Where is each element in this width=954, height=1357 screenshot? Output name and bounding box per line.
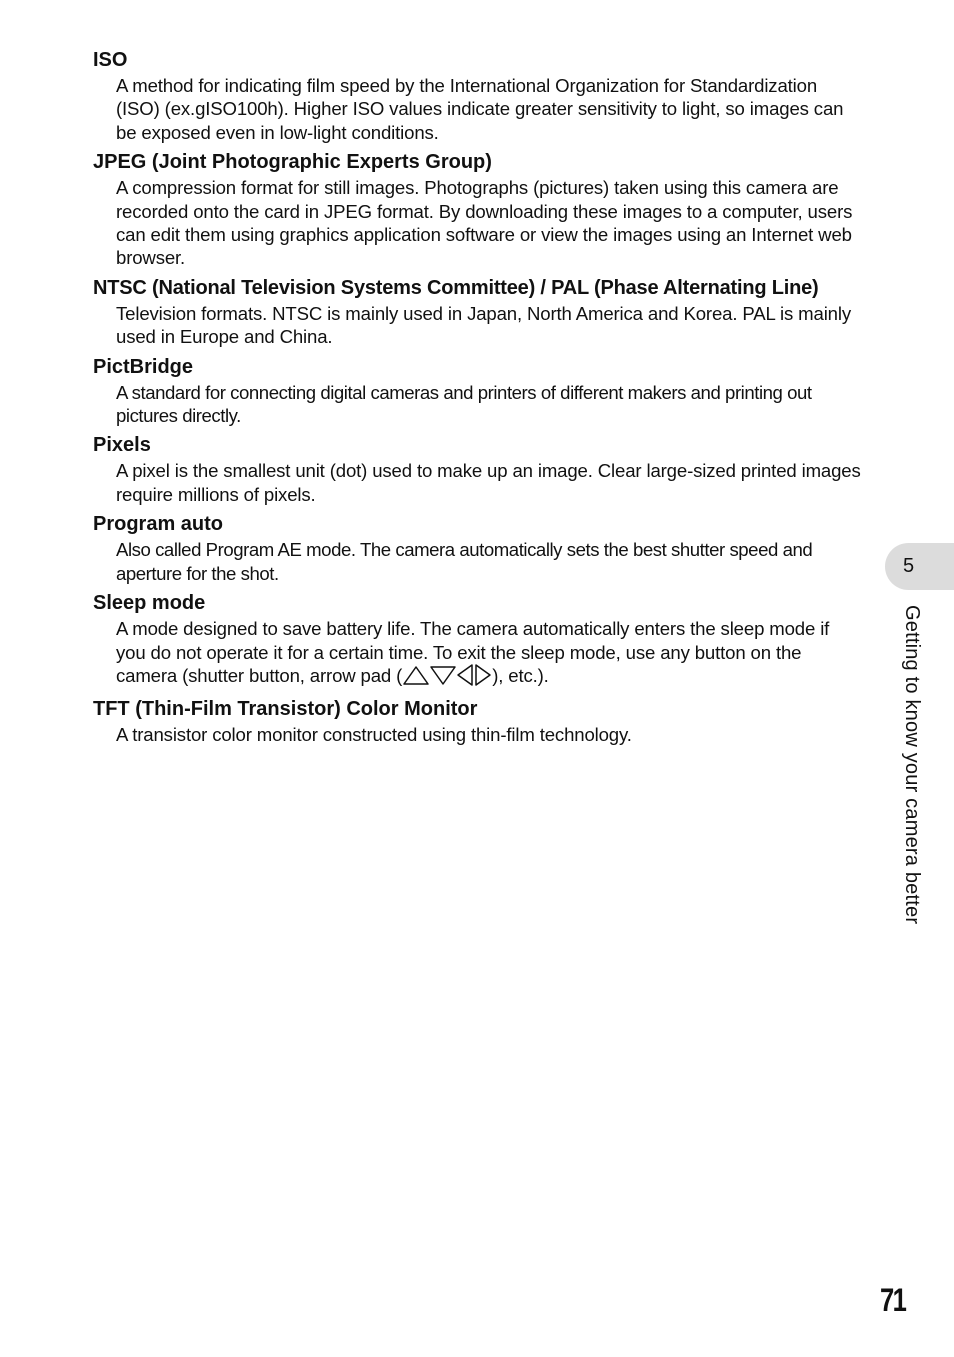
glossary-content: [93, 47, 863, 752]
arrow-up-outline-icon: [404, 667, 428, 684]
glossary-definition: A pixel is the smallest unit (dot) used to make up an image. Clear large-sized printed images require millions of pixels.: [116, 460, 861, 505]
arrow-pad-icons: [402, 664, 492, 691]
glossary-term: NTSC (National Television Systems Committee) / PAL (Phase Alternating Line): [93, 276, 819, 299]
glossary-entry-ntsc-pal: [93, 275, 863, 349]
glossary-entry-jpeg: [93, 149, 863, 270]
glossary-entry-iso: [93, 47, 863, 144]
glossary-term: PictBridge: [93, 355, 194, 378]
glossary-definition: Television formats. NTSC is mainly used in Japan, North America and Korea. PAL is mainly used in Europe and China.: [116, 302, 851, 348]
glossary-entry-program-auto: [93, 511, 863, 585]
glossary-definition: A standard for connecting digital cameras and printers of different makers and printing out pictures directly.: [116, 381, 812, 427]
chapter-title-vertical: Getting to know your camera better: [901, 605, 923, 925]
glossary-definition: Also called Program AE mode. The camera automatically sets the best shutter speed and aperture for the shot.: [116, 539, 813, 584]
arrow-left-outline-icon: [458, 665, 472, 685]
definition-text-after: ), etc.).: [492, 664, 549, 686]
glossary-entry-pictbridge: [93, 354, 863, 428]
page-number: 71: [880, 1282, 906, 1318]
chapter-tab: [885, 543, 954, 590]
glossary-definition: A transistor color monitor constructed using thin-film technology.: [116, 724, 632, 746]
glossary-term: Program auto: [93, 513, 224, 536]
glossary-definition: A compression format for still images. Photographs (pictures) taken using this camera are recorded onto the card in JPEG format. By downloading these images to a computer, users can edit them using graphics application software or view the images using an Internet web browser.: [116, 177, 853, 269]
definition-text-before: A mode designed to save battery life. The camera automatically enters the sleep mode if you do not operate it for a certain time. To exit the sleep mode, use any button on the camera (shutter button, arrow pad (: [116, 618, 830, 686]
glossary-definition: [116, 617, 863, 691]
glossary-term: TFT (Thin-Film Transistor) Color Monitor: [93, 698, 478, 721]
glossary-term: ISO: [93, 49, 128, 71]
arrow-right-outline-icon: [476, 665, 490, 685]
glossary-term: JPEG (Joint Photographic Experts Group): [93, 151, 492, 174]
glossary-definition: A method for indicating film speed by the International Organization for Standardization (ISO) (ex.gISO100h). Higher ISO values indicate greater sensitivity to light, so images can be exposed even in low-light conditions.: [116, 75, 844, 143]
glossary-entry-sleep-mode: [93, 590, 863, 691]
glossary-entry-pixels: [93, 432, 863, 506]
glossary-term: Pixels: [93, 434, 151, 457]
glossary-term: Sleep mode: [93, 592, 206, 615]
glossary-entry-tft: [93, 696, 863, 746]
arrow-down-outline-icon: [431, 667, 455, 684]
chapter-number: 5: [903, 555, 915, 577]
